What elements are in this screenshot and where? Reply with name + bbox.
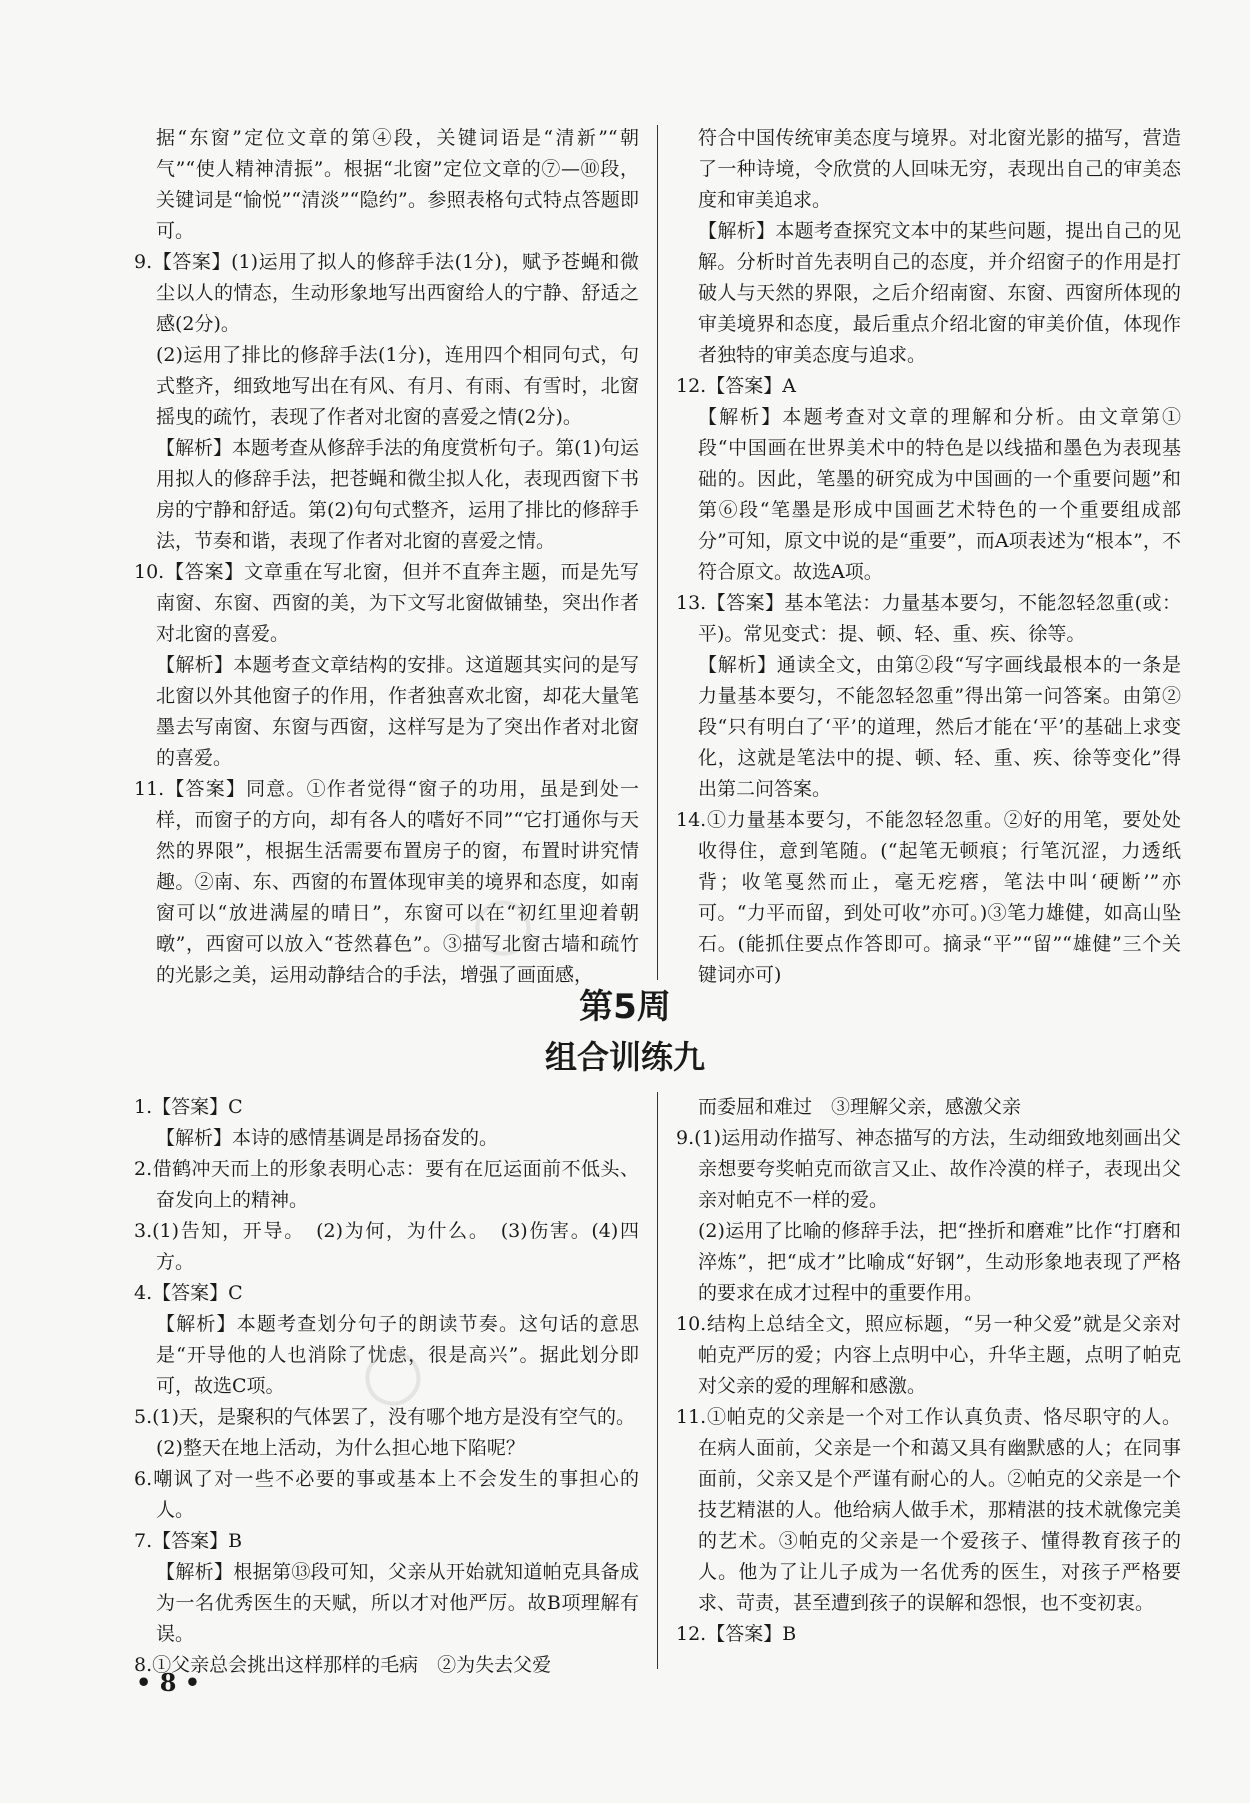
answer-paragraph: 7.【答案】B — [134, 1530, 243, 1552]
answer-paragraph: 8.①父亲总会挑出这样那样的毛病 ②为失去父爱 — [134, 1654, 552, 1676]
answer-paragraph: 1.【答案】C — [134, 1096, 243, 1118]
answer-paragraph: 【解析】本题考查探究文本中的某些问题，提出自己的见解。分析时首先表明自己的态度，并介绍窗子的作用是打破人与天然的界限，之后介绍南窗、东窗、西窗所体现的审美境界和态度，最后重点介绍北窗的审美价值，体现作者独特的审美态度与追求。 — [698, 220, 1181, 366]
answer-paragraph: 3.(1)告知，开导。 (2)为何，为什么。 (3)伤害。(4)四方。 — [134, 1220, 639, 1273]
answer-paragraph: 【解析】根据第⑬段可知，父亲从开始就知道帕克具备成为一名优秀医生的天赋，所以才对他严厉。故B项理解有误。 — [156, 1561, 639, 1645]
section-title: 组合训练九 — [544, 1038, 705, 1076]
answer-paragraph: 【解析】本题考查文章结构的安排。这道题其实问的是写北窗以外其他窗子的作用，作者独喜欢北窗，却花大量笔墨去写南窗、东窗与西窗，这样写是为了突出作者对北窗的喜爱。 — [156, 654, 639, 769]
answer-paragraph: 14.①力量基本要匀，不能忽轻忽重。②好的用笔，要处处收得住，意到笔随。(“起笔无顿痕；行笔沉涩，力透纸背；收笔戛然而止，毫无疙瘩，笔法中叫‘硬断’”亦可。“力平而留，到处可收”亦可。)③笔力雄健，如高山坠石。(能抓住要点作答即可。摘录“平”“留”“雄健”三个关键词亦可) — [676, 809, 1181, 986]
answer-paragraph: 11.【答案】同意。①作者觉得“窗子的功用，虽是到处一样，而窗子的方向，却有各人的嗜好不同”“它打通你与天然的界限”，根据生活需要布置房子的窗，布置时讲究情趣。②南、东、西窗的布置体现审美的境界和态度，如南窗可以“放进满屋的晴日”，东窗可以在“初红里迎着朝暾”，西窗可以放入“苍然暮色”。③描写北窗古墙和疏竹的光影之美，运用动静结合的手法，增强了画面感， — [134, 778, 639, 986]
answer-paragraph: 2.借鹤冲天而上的形象表明心志：要有在厄运面前不低头、奋发向上的精神。 — [134, 1158, 639, 1211]
answer-paragraph: 10.结构上总结全文，照应标题，“另一种父爱”就是父亲对帕克严厉的爱；内容上点明中心，升华主题，点明了帕克对父亲的爱的理解和感激。 — [676, 1313, 1181, 1397]
page-number: • 8 • — [136, 1668, 201, 1697]
watermark-logo: ○ — [460, 873, 543, 971]
answer-paragraph: 【解析】本诗的感情基调是昂扬奋发的。 — [156, 1127, 499, 1149]
answer-paragraph: 12.【答案】B — [676, 1623, 797, 1645]
answer-paragraph: 据“东窗”定位文章的第④段，关键词语是“清新”“朝气”“使人精神清振”。根据“北窗”定位文章的⑦—⑩段，关键词是“愉悦”“清淡”“隐约”。参照表格句式特点答题即可。 — [156, 127, 639, 242]
answer-paragraph: (2)整天在地上活动，为什么担心地下陷呢？ — [156, 1437, 525, 1459]
answer-paragraph: 9.【答案】(1)运用了拟人的修辞手法(1分)，赋予苍蝇和微尘以人的情态，生动形象地写出西窗给人的宁静、舒适之感(2分)。 — [134, 251, 639, 335]
watermark-logo-2: ○ — [350, 1323, 433, 1421]
left-column-top — [134, 123, 639, 991]
answer-paragraph: (2)运用了比喻的修辞手法，把“挫折和磨难”比作“打磨和淬炼”，把“成才”比喻成“好钢”，生动形象地表现了严格的要求在成才过程中的重要作用。 — [698, 1220, 1181, 1304]
right-column-top — [676, 123, 1181, 991]
answer-paragraph: 11.①帕克的父亲是一个对工作认真负责、恪尽职守的人。在病人面前，父亲是一个和蔼又具有幽默感的人；在同事面前，父亲又是个严谨有耐心的人。②帕克的父亲是一个技艺精湛的人。他给病人做手术，那精湛的技术就像完美的艺术。③帕克的父亲是一个爱孩子、懂得教育孩子的人。他为了让儿子成为一名优秀的医生，对孩子严格要求、苛责，甚至遭到孩子的误解和怨恨，也不变初衷。 — [676, 1406, 1181, 1614]
answer-paragraph: 13.【答案】基本笔法：力量基本要匀，不能忽轻忽重(或：平)。常见变式：提、顿、轻、重、疾、徐等。 — [676, 592, 1181, 645]
answer-paragraph: 【解析】本题考查划分句子的朗读节奏。这句话的意思是“开导他的人也消除了忧虑，很是高兴”。据此划分即可，故选C项。 — [156, 1313, 639, 1397]
answer-paragraph: 而委屈和难过 ③理解父亲，感激父亲 — [698, 1096, 1022, 1118]
answer-paragraph: 【解析】本题考查从修辞手法的角度赏析句子。第(1)句运用拟人的修辞手法，把苍蝇和微尘拟人化，表现西窗下书房的宁静和舒适。第(2)句句式整齐，运用了排比的修辞手法，节奏和谐，表现了作者对北窗的喜爱之情。 — [156, 437, 639, 552]
answer-paragraph: 5.(1)天，是聚积的气体罢了，没有哪个地方是没有空气的。 — [134, 1406, 636, 1428]
answer-paragraph: 4.【答案】C — [134, 1282, 243, 1304]
answer-paragraph: 12.【答案】A — [676, 375, 796, 397]
left-column-bottom — [134, 1092, 639, 1681]
answer-paragraph: 符合中国传统审美态度与境界。对北窗光影的描写，营造了一种诗境，令欣赏的人回味无穷，表现出自己的审美态度和审美追求。 — [698, 127, 1181, 211]
right-column-bottom — [676, 1092, 1181, 1650]
column-divider-bottom — [657, 1092, 658, 1669]
answer-paragraph: 10.【答案】文章重在写北窗，但并不直奔主题，而是先写南窗、东窗、西窗的美，为下文写北窗做铺垫，突出作者对北窗的喜爱。 — [134, 561, 639, 645]
answer-paragraph: 6.嘲讽了对一些不必要的事或基本上不会发生的事担心的人。 — [134, 1468, 639, 1521]
answer-paragraph: 【解析】通读全文，由第②段“写字画线最根本的一条是力量基本要匀，不能忽轻忽重”得出第一问答案。由第②段“只有明白了‘平’的道理，然后才能在‘平’的基础上求变化，这就是笔法中的提、顿、轻、重、疾、徐等变化”得出第二问答案。 — [698, 654, 1181, 800]
answer-paragraph: 【解析】本题考查对文章的理解和分析。由文章第①段“中国画在世界美术中的特色是以线描和墨色为表现基础的。因此，笔墨的研究成为中国画的一个重要问题”和第⑥段“笔墨是形成中国画艺术特色的一个重要组成部分”可知，原文中说的是“重要”，而A项表述为“根本”，不符合原文。故选A项。 — [698, 406, 1181, 583]
column-divider-top — [657, 125, 658, 980]
answer-paragraph: (2)运用了排比的修辞手法(1分)，连用四个相同句式，句式整齐，细致地写出在有风、有月、有雨、有雪时，北窗摇曳的疏竹，表现了作者对北窗的喜爱之情(2分)。 — [156, 344, 639, 428]
answer-paragraph: 9.(1)运用动作描写、神态描写的方法，生动细致地刻画出父亲想要夸奖帕克而欲言又止、故作冷漠的样子，表现出父亲对帕克不一样的爱。 — [676, 1127, 1181, 1211]
week-title: 第5周 — [579, 987, 671, 1027]
